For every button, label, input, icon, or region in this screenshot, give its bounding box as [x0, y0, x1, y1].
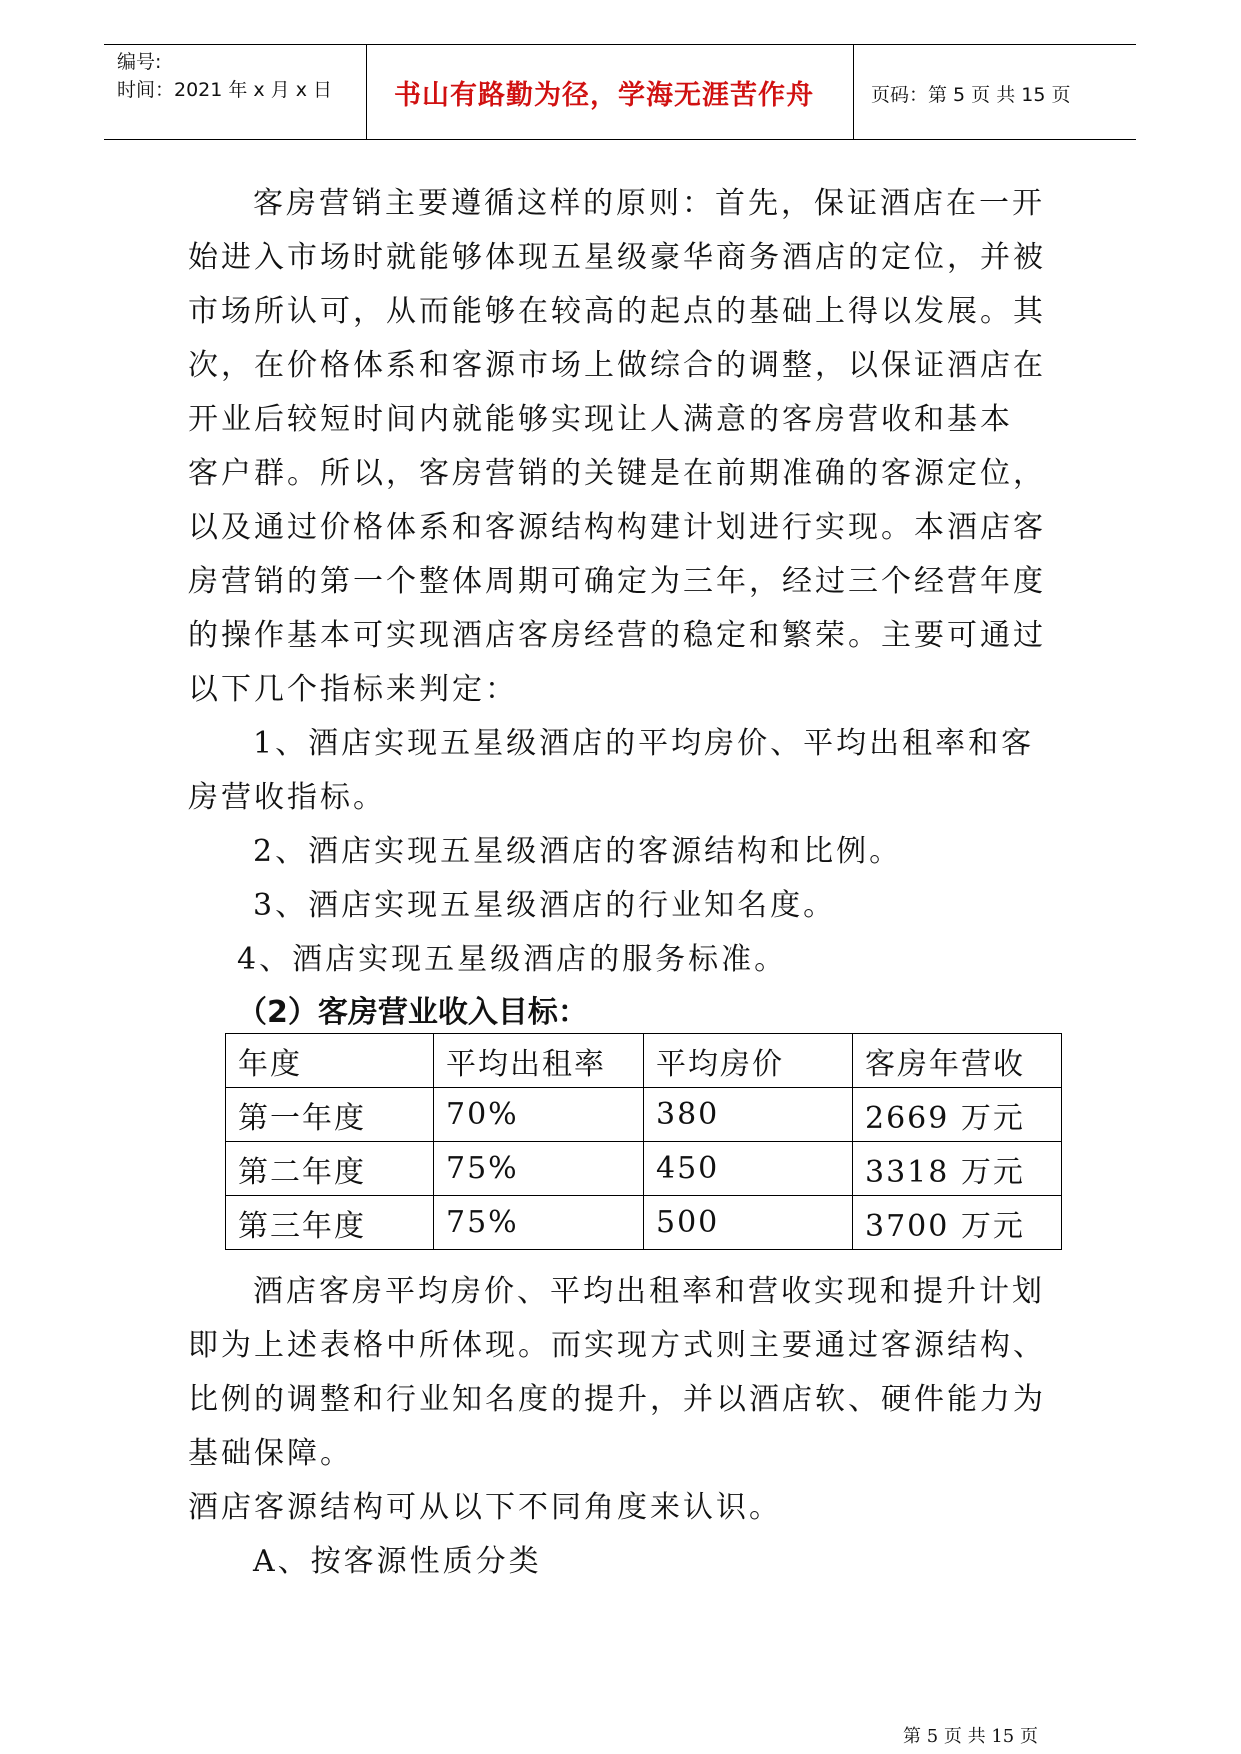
p1-line-2: 始进入市场时就能够体现五星级豪华商务酒店的定位，并被 — [188, 240, 1046, 275]
p1-line-3: 市场所认可，从而能够在较高的起点的基础上得以发展。其 — [188, 294, 1046, 329]
header-meta — [104, 45, 367, 139]
p3-text: 酒店客源结构可从以下不同角度来认识。 — [188, 1490, 782, 1525]
table-cell: 380 — [644, 1088, 853, 1142]
item-2: 2、酒店实现五星级酒店的客源结构和比例。 — [253, 834, 903, 869]
p1-line-1: 客房营销主要遵循这样的原则：首先，保证酒店在一开 — [253, 186, 1045, 221]
table-row — [226, 1088, 1062, 1142]
table-cell: 70% — [434, 1088, 644, 1142]
table-cell: 第二年度 — [226, 1142, 434, 1196]
item-3: 3、酒店实现五星级酒店的行业知名度。 — [253, 888, 837, 923]
table-cell: 第一年度 — [226, 1088, 434, 1142]
table-cell: 500 — [644, 1196, 853, 1250]
header-page-number: 页码：第 5 页 共 15 页 — [871, 84, 1071, 106]
item-1-line-2: 房营收指标。 — [188, 780, 386, 815]
table-header-cell: 平均房价 — [644, 1034, 853, 1088]
p1-line-6: 客户群。所以，客房营销的关键是在前期准确的客源定位， — [188, 456, 1046, 491]
table-cell: 3318 万元 — [853, 1142, 1062, 1196]
doc-time-label: 时间：2021 年 x 月 x 日 — [117, 79, 333, 101]
table-row — [226, 1196, 1062, 1250]
header-motto: 书山有路勤为径，学海无涯苦作舟 — [394, 80, 814, 111]
table-header-row — [226, 1034, 1062, 1088]
p1-line-7: 以及通过价格体系和客源结构构建计划进行实现。本酒店客 — [188, 510, 1046, 545]
table-cell: 75% — [434, 1196, 644, 1250]
item-4: 4、酒店实现五星级酒店的服务标准。 — [237, 942, 788, 977]
p2-line-3: 比例的调整和行业知名度的提升，并以酒店软、硬件能力为 — [188, 1382, 1046, 1417]
table-cell: 2669 万元 — [853, 1088, 1062, 1142]
table-header-cell: 年度 — [226, 1034, 434, 1088]
doc-number-label: 编号: — [117, 51, 162, 73]
table-cell: 3700 万元 — [853, 1196, 1062, 1250]
p1-line-10: 以下几个指标来判定： — [188, 672, 518, 707]
footer-page-number: 第 5 页 共 15 页 — [903, 1726, 1038, 1747]
p2-line-2: 即为上述表格中所体现。而实现方式则主要通过客源结构、 — [188, 1328, 1046, 1363]
header-page-cell — [853, 45, 1136, 139]
header-motto-cell — [366, 45, 854, 139]
revenue-target-table — [225, 1033, 1062, 1250]
table-header-cell: 平均出租率 — [434, 1034, 644, 1088]
section-subheading: （2）客房营业收入目标： — [237, 995, 588, 1030]
item-1-line-1: 1、酒店实现五星级酒店的平均房价、平均出租率和客 — [253, 726, 1035, 761]
p2-line-1: 酒店客房平均房价、平均出租率和营收实现和提升计划 — [253, 1274, 1045, 1309]
p1-line-8: 房营销的第一个整体周期可确定为三年，经过三个经营年度 — [188, 564, 1046, 599]
table-row — [226, 1142, 1062, 1196]
table-cell: 第三年度 — [226, 1196, 434, 1250]
p2-line-4: 基础保障。 — [188, 1436, 353, 1471]
p1-line-5: 开业后较短时间内就能够实现让人满意的客房营收和基本 — [188, 402, 1013, 437]
p1-line-4: 次，在价格体系和客源市场上做综合的调整，以保证酒店在 — [188, 348, 1046, 383]
table-header-cell: 客房年营收 — [853, 1034, 1062, 1088]
page-header — [104, 44, 1136, 140]
table-cell: 450 — [644, 1142, 853, 1196]
p1-line-9: 的操作基本可实现酒店客房经营的稳定和繁荣。主要可通过 — [188, 618, 1046, 653]
table-cell: 75% — [434, 1142, 644, 1196]
p4-text: A、按客源性质分类 — [253, 1544, 542, 1579]
